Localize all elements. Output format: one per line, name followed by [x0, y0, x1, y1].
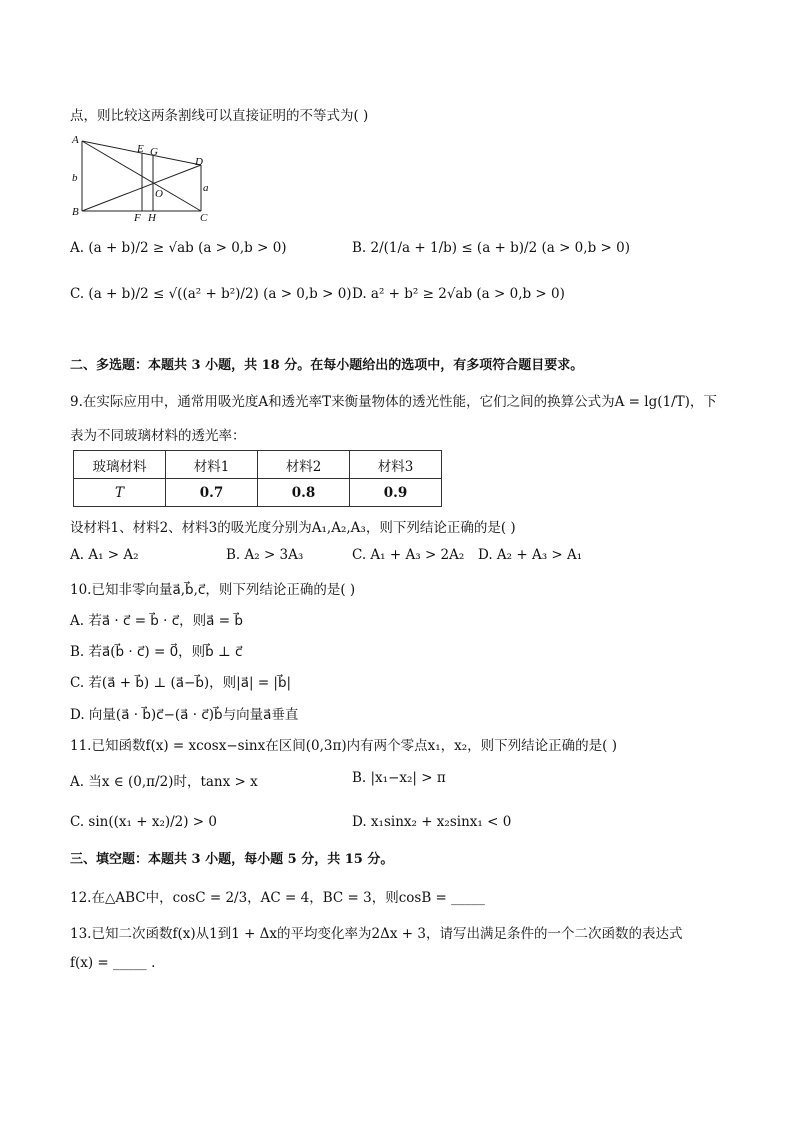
q10-stem: 10.已知非零向量a⃗,b⃗,c⃗，则下列结论正确的是( ): [70, 582, 356, 598]
label-a: a: [203, 182, 209, 194]
q11-stem: 11.已知函数f(x) = xcosx−sinx在区间(0,3π)内有两个零点x₁，x₂，则下列结论正确的是( ): [70, 738, 617, 754]
label-A: A: [72, 134, 79, 146]
label-H: H: [148, 212, 156, 224]
q8-option-b: B. 2/(1/a + 1/b) ≤ (a + b)/2 (a > 0,b > 0): [352, 240, 630, 256]
q8-option-a: A. (a + b)/2 ≥ √ab (a > 0,b > 0): [70, 240, 287, 256]
q8-option-d: D. a² + b² ≥ 2√ab (a > 0,b > 0): [352, 286, 565, 302]
q8-stem-tail: 点，则比较这两条割线可以直接证明的不等式为( ): [70, 108, 369, 124]
q11-option-c: C. sin((x₁ + x₂)/2) > 0: [70, 814, 218, 830]
label-B: B: [72, 206, 79, 218]
label-O: O: [155, 188, 163, 200]
q9-option-d: D. A₂ + A₃ > A₁: [478, 547, 583, 563]
label-b: b: [72, 172, 78, 184]
label-D: D: [195, 156, 203, 168]
q11-option-a: A. 当x ∈ (0,π/2)时，tanx > x: [70, 774, 258, 790]
table-cell: T: [74, 479, 166, 507]
table-header-cell: 玻璃材料: [74, 451, 166, 479]
q11-option-d: D. x₁sinx₂ + x₂sinx₁ < 0: [352, 814, 512, 830]
q10-option-b: B. 若a⃗(b⃗ · c⃗) = 0⃗，则b⃗ ⊥ c⃗: [70, 644, 243, 660]
label-E: E: [137, 143, 144, 155]
table-row: [74, 479, 442, 507]
section3-heading: 三、填空题：本题共 3 小题，每小题 5 分，共 15 分。: [70, 852, 394, 867]
q13-line1: 13.已知二次函数f(x)从1到1 + Δx的平均变化率为2Δx + 3，请写出满足条件的一个二次函数的表达式: [70, 926, 683, 942]
q12-stem: 12.在△ABC中，cosC = 2/3，AC = 4，BC = 3，则cosB = _____: [70, 890, 485, 906]
q13-line2: f(x) = _____ .: [70, 955, 156, 971]
label-G: G: [150, 146, 158, 158]
table-header-cell: 材料2: [258, 451, 350, 479]
q9-option-b: B. A₂ > 3A₃: [226, 547, 304, 563]
q10-option-a: A. 若a⃗ · c⃗ = b⃗ · c⃗，则a⃗ = b⃗: [70, 613, 243, 629]
q10-option-d: D. 向量(a⃗ · b⃗)c⃗−(a⃗ · c⃗)b⃗与向量a⃗垂直: [70, 707, 299, 723]
table-header-row: [74, 451, 442, 479]
q9-line3: 设材料1、材料2、材料3的吸光度分别为A₁,A₂,A₃，则下列结论正确的是( ): [70, 520, 516, 536]
q9-table: [73, 450, 442, 507]
table-cell: 0.9: [350, 479, 442, 507]
q9-line2: 表为不同玻璃材料的透光率：: [70, 428, 246, 444]
table-header-cell: 材料3: [350, 451, 442, 479]
q9-option-a: A. A₁ > A₂: [70, 547, 139, 563]
table-header-cell: 材料1: [166, 451, 258, 479]
label-C: C: [200, 212, 208, 224]
q11-option-b: B. |x₁−x₂| > π: [352, 770, 446, 786]
table-cell: 0.7: [166, 479, 258, 507]
label-F: F: [134, 212, 141, 224]
q9-line1: 9.在实际应用中，通常用吸光度A和透光率T来衡量物体的透光性能，它们之间的换算公式为A = lg(1/T)，下: [70, 394, 717, 410]
q8-option-c: C. (a + b)/2 ≤ √((a² + b²)/2) (a > 0,b > 0): [70, 286, 352, 302]
q10-option-c: C. 若(a⃗ + b⃗) ⊥ (a⃗−b⃗)，则|a⃗| = |b⃗|: [70, 675, 292, 691]
table-cell: 0.8: [258, 479, 350, 507]
q8-figure: [70, 133, 220, 225]
q9-option-c: C. A₁ + A₃ > 2A₂: [352, 547, 465, 563]
section2-heading: 二、多选题：本题共 3 小题，共 18 分。在每小题给出的选项中，有多项符合题目要求。: [70, 358, 584, 373]
